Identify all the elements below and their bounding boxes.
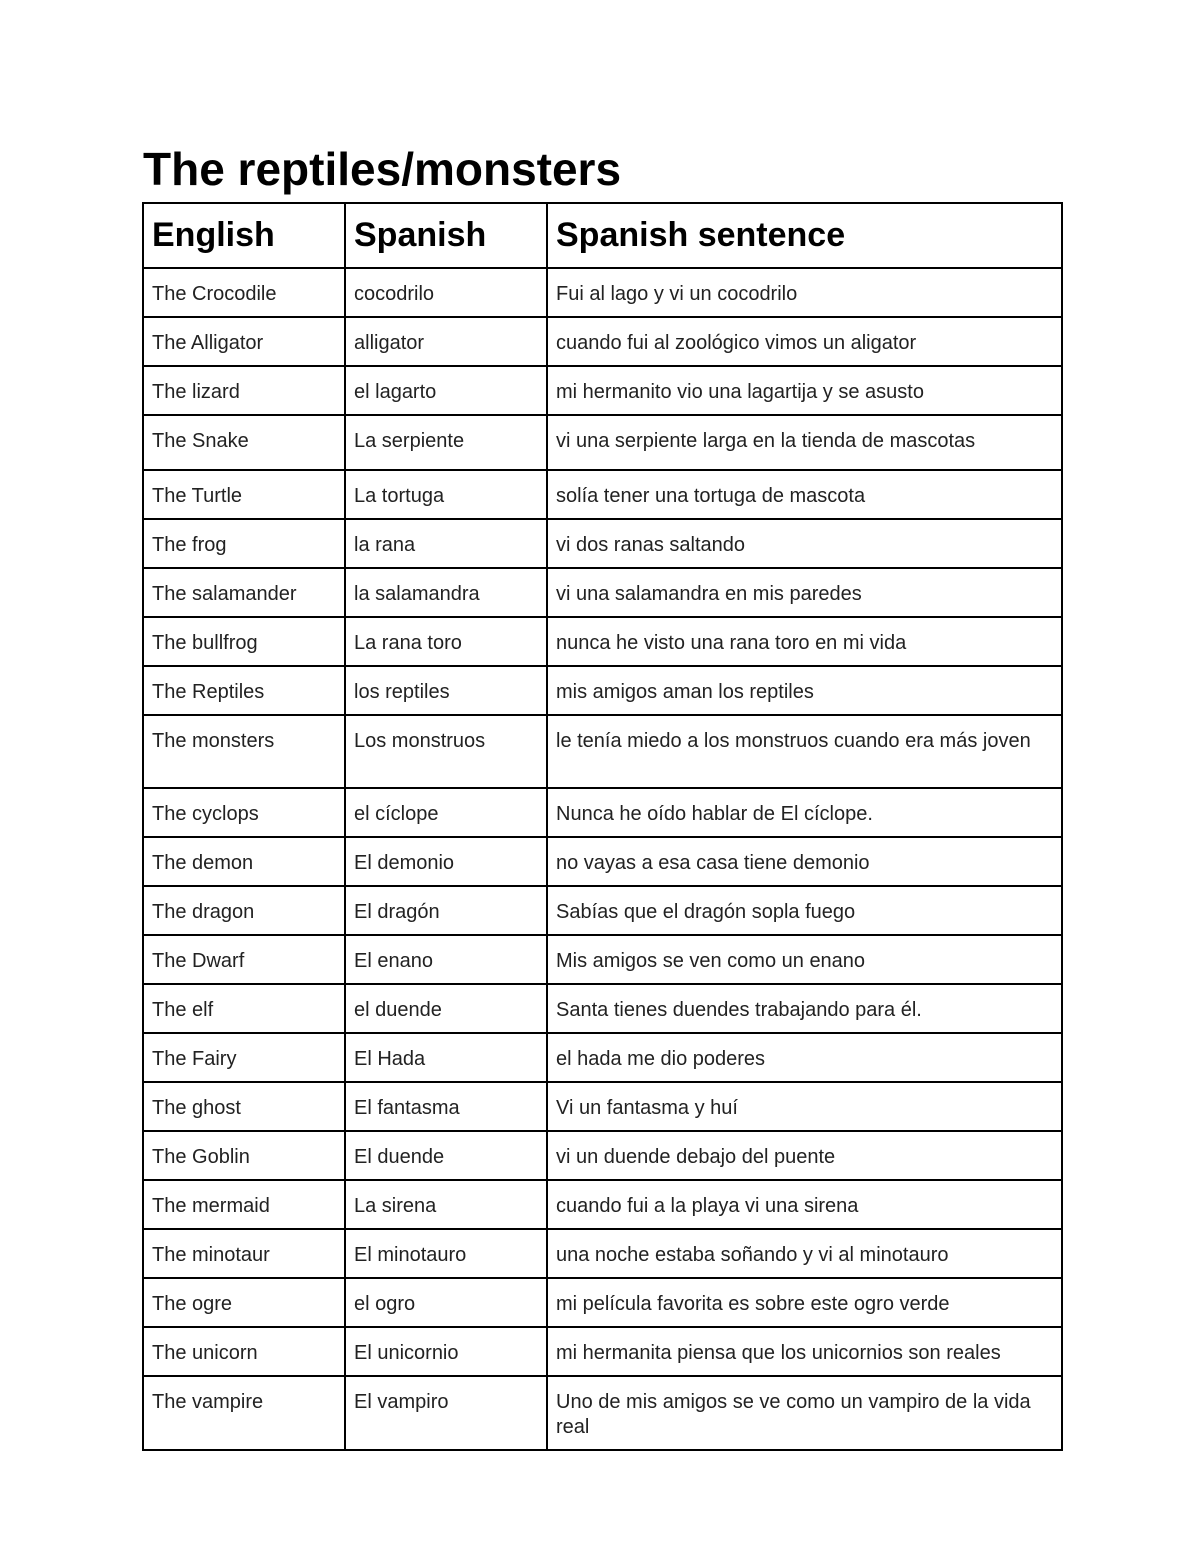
english-cell: The Turtle: [143, 470, 345, 519]
spanish-cell: el lagarto: [345, 366, 547, 415]
english-cell: The Crocodile: [143, 268, 345, 317]
english-cell: The mermaid: [143, 1180, 345, 1229]
spanish-cell: la rana: [345, 519, 547, 568]
table-row: [143, 1278, 1062, 1327]
spanish-cell: el ogro: [345, 1278, 547, 1327]
english-cell: The salamander: [143, 568, 345, 617]
table-row: [143, 837, 1062, 886]
spanish-cell: El Hada: [345, 1033, 547, 1082]
sentence-cell: solía tener una tortuga de mascota: [547, 470, 1062, 519]
table-row: [143, 366, 1062, 415]
sentence-cell: Uno de mis amigos se ve como un vampiro de la vida real: [547, 1376, 1062, 1450]
table-row: [143, 666, 1062, 715]
table-row: [143, 317, 1062, 366]
table-row: [143, 886, 1062, 935]
header-spanish-sentence: Spanish sentence: [547, 203, 1062, 268]
table-row: [143, 1180, 1062, 1229]
spanish-cell: La tortuga: [345, 470, 547, 519]
spanish-cell: La serpiente: [345, 415, 547, 470]
spanish-cell: El duende: [345, 1131, 547, 1180]
table-row: [143, 1229, 1062, 1278]
header-english: English: [143, 203, 345, 268]
spanish-cell: El demonio: [345, 837, 547, 886]
spanish-cell: El unicornio: [345, 1327, 547, 1376]
table-row: [143, 935, 1062, 984]
sentence-cell: le tenía miedo a los monstruos cuando era más joven: [547, 715, 1062, 788]
sentence-cell: mi hermanita piensa que los unicornios son reales: [547, 1327, 1062, 1376]
english-cell: The Snake: [143, 415, 345, 470]
table-row: [143, 788, 1062, 837]
english-cell: The bullfrog: [143, 617, 345, 666]
sentence-cell: una noche estaba soñando y vi al minotauro: [547, 1229, 1062, 1278]
table-header-row: [143, 203, 1062, 268]
page-title: The reptiles/monsters: [143, 143, 622, 195]
english-cell: The minotaur: [143, 1229, 345, 1278]
table-row: [143, 1376, 1062, 1450]
sentence-cell: cuando fui al zoológico vimos un aligator: [547, 317, 1062, 366]
sentence-cell: mi película favorita es sobre este ogro verde: [547, 1278, 1062, 1327]
table-row: [143, 984, 1062, 1033]
english-cell: The frog: [143, 519, 345, 568]
sentence-cell: Nunca he oído hablar de El cíclope.: [547, 788, 1062, 837]
sentence-cell: nunca he visto una rana toro en mi vida: [547, 617, 1062, 666]
english-cell: The Alligator: [143, 317, 345, 366]
table-row: [143, 268, 1062, 317]
spanish-cell: el cíclope: [345, 788, 547, 837]
header-spanish: Spanish: [345, 203, 547, 268]
sentence-cell: Vi un fantasma y huí: [547, 1082, 1062, 1131]
vocabulary-table: [142, 202, 1063, 1451]
sentence-cell: cuando fui a la playa vi una sirena: [547, 1180, 1062, 1229]
sentence-cell: Mis amigos se ven como un enano: [547, 935, 1062, 984]
english-cell: The ogre: [143, 1278, 345, 1327]
table-row: [143, 470, 1062, 519]
sentence-cell: vi una salamandra en mis paredes: [547, 568, 1062, 617]
english-cell: The monsters: [143, 715, 345, 788]
table-row: [143, 568, 1062, 617]
english-cell: The Goblin: [143, 1131, 345, 1180]
sentence-cell: Santa tienes duendes trabajando para él.: [547, 984, 1062, 1033]
english-cell: The Fairy: [143, 1033, 345, 1082]
table-row: [143, 617, 1062, 666]
spanish-cell: El enano: [345, 935, 547, 984]
spanish-cell: el duende: [345, 984, 547, 1033]
sentence-cell: vi un duende debajo del puente: [547, 1131, 1062, 1180]
table-row: [143, 519, 1062, 568]
spanish-cell: alligator: [345, 317, 547, 366]
sentence-cell: vi dos ranas saltando: [547, 519, 1062, 568]
sentence-cell: Fui al lago y vi un cocodrilo: [547, 268, 1062, 317]
sentence-cell: no vayas a esa casa tiene demonio: [547, 837, 1062, 886]
english-cell: The demon: [143, 837, 345, 886]
english-cell: The ghost: [143, 1082, 345, 1131]
table-row: [143, 415, 1062, 470]
spanish-cell: La sirena: [345, 1180, 547, 1229]
spanish-cell: El minotauro: [345, 1229, 547, 1278]
spanish-cell: los reptiles: [345, 666, 547, 715]
english-cell: The dragon: [143, 886, 345, 935]
sentence-cell: vi una serpiente larga en la tienda de mascotas: [547, 415, 1062, 470]
sentence-cell: el hada me dio poderes: [547, 1033, 1062, 1082]
table-row: [143, 1033, 1062, 1082]
spanish-cell: El dragón: [345, 886, 547, 935]
table-row: [143, 1131, 1062, 1180]
sentence-cell: mi hermanito vio una lagartija y se asusto: [547, 366, 1062, 415]
table-row: [143, 1327, 1062, 1376]
table-row: [143, 715, 1062, 788]
english-cell: The elf: [143, 984, 345, 1033]
spanish-cell: El fantasma: [345, 1082, 547, 1131]
spanish-cell: cocodrilo: [345, 268, 547, 317]
sentence-cell: Sabías que el dragón sopla fuego: [547, 886, 1062, 935]
english-cell: The cyclops: [143, 788, 345, 837]
sentence-cell: mis amigos aman los reptiles: [547, 666, 1062, 715]
english-cell: The Reptiles: [143, 666, 345, 715]
table-row: [143, 1082, 1062, 1131]
english-cell: The lizard: [143, 366, 345, 415]
english-cell: The vampire: [143, 1376, 345, 1450]
spanish-cell: Los monstruos: [345, 715, 547, 788]
english-cell: The Dwarf: [143, 935, 345, 984]
spanish-cell: La rana toro: [345, 617, 547, 666]
spanish-cell: El vampiro: [345, 1376, 547, 1450]
english-cell: The unicorn: [143, 1327, 345, 1376]
spanish-cell: la salamandra: [345, 568, 547, 617]
